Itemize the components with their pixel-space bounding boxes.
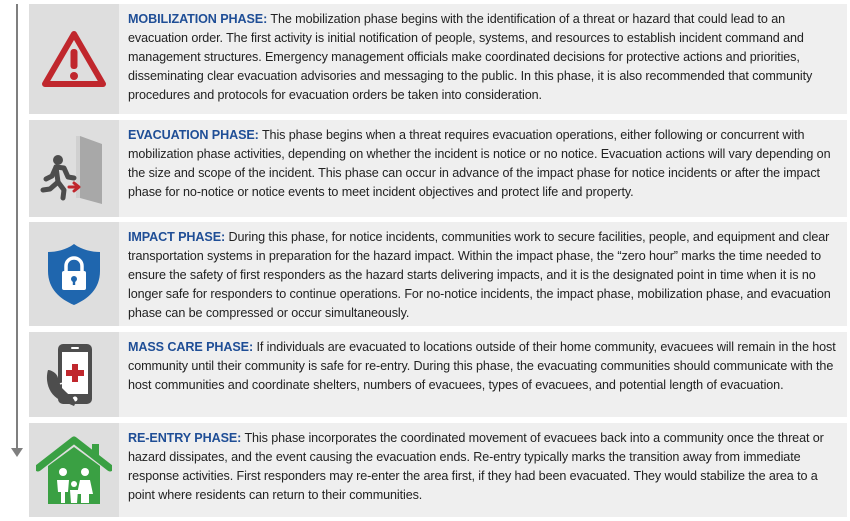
timeline-line (16, 4, 18, 452)
shield-lock-icon (44, 241, 104, 307)
phase-description (119, 332, 847, 417)
phase-title: RE-ENTRY PHASE: (128, 431, 242, 445)
phase-row-re-entry (29, 423, 847, 517)
phase-description (119, 4, 847, 114)
phase-icon-cell (29, 120, 119, 217)
phase-title: EVACUATION PHASE: (128, 128, 259, 142)
phase-row-mass-care (29, 332, 847, 417)
phase-icon-cell (29, 423, 119, 517)
exit-door-person-icon (38, 132, 110, 206)
warning-triangle-icon (41, 29, 107, 89)
phase-text: This phase incorporates the coordinated movement of evacuees back into a community once the threat or hazard dissipates, and the event causing the evacuation ends. Re-entry typically marks the transition away from immediate response activities. First responders may re-enter the area first, if they had been evacuated. They would stabilize the area to a point where residents can return to their communities. (128, 431, 824, 502)
phase-title: MOBILIZATION PHASE: (128, 12, 268, 26)
phase-description (119, 423, 847, 517)
phase-description (119, 222, 847, 326)
house-family-icon (36, 434, 112, 506)
phase-text: If individuals are evacuated to locations outside of their home community, evacuees will remain in the host community until their community is safe for re-entry. During this phase, the evacuating communities should communicate with the host communities and coordinate shelters, numbers of evacuees, types of evacuees, and potential length of evacuation. (128, 340, 836, 392)
phase-row-evacuation (29, 120, 847, 217)
phone-medical-cross-icon (40, 340, 108, 410)
phase-title: MASS CARE PHASE: (128, 340, 254, 354)
phase-text: During this phase, for notice incidents, communities work to secure facilities, people, and equipment and clear transportation systems in preparation for the hazard impact. Within the impact phase, the “zero hour” marks the time needed to ensure the safety of first responders as the hazard starts delivering impacts, and it is the designated point in time when it is no longer safe for responders to continue operations. For no-notice incidents, the impact phase, mobilization phase, and evacuation phase can be compressed or occur simultaneously. (128, 230, 831, 320)
phase-description (119, 120, 847, 217)
phase-text: The mobilization phase begins with the identification of a threat or hazard that could lead to an evacuation order. The first activity is initial notification of people, systems, and resources to establish incident command and management structures. Emergency management officials make coordinated decisions for protective actions and priorities, disseminating clear evacuation advisories and messaging to the public. In this phase, it is also recommended that community procedures and protocols for evacuation orders be taken into consideration. (128, 12, 813, 102)
timeline-arrow-icon (11, 448, 23, 457)
phase-icon-cell (29, 332, 119, 417)
phase-text: This phase begins when a threat requires evacuation operations, either following or concurrent with mobilization phase activities, depending on whether the incident is notice or no notice. Evacuation actions will vary depending on the size and scope of the incident. This phase can occur in advance of the impact phase for notice incidents or after the impact phase for no-notice or notice events to meet incident objectives and protect life and property. (128, 128, 831, 199)
phase-icon-cell (29, 4, 119, 114)
phase-row-mobilization (29, 4, 847, 114)
phase-row-impact (29, 222, 847, 326)
phase-icon-cell (29, 222, 119, 326)
phase-title: IMPACT PHASE: (128, 230, 226, 244)
